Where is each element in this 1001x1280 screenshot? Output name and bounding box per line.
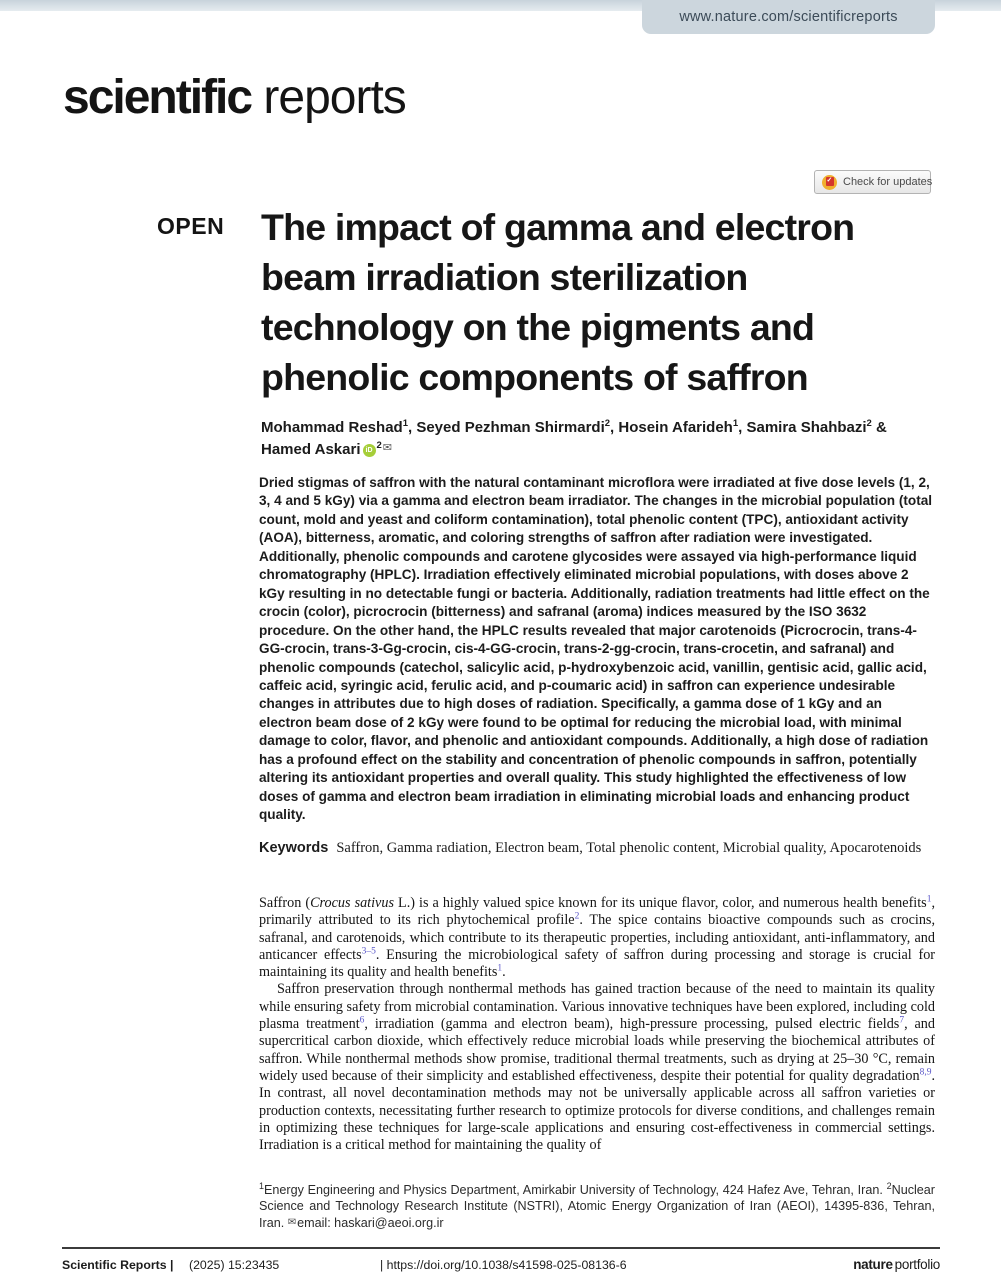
journal-logo [63,70,406,125]
introduction-section [259,895,935,1154]
article-title: The impact of gamma and electron beam irradiation sterilization technology on the pigments and phenolic components of saffron [261,206,855,398]
envelope-author-icon: ✉ [382,442,393,454]
logo-scientific: scientific [63,71,252,124]
nature-portfolio-logo [853,1257,940,1272]
reference-link[interactable]: 3–5 [361,946,376,957]
footer-divider [62,1247,940,1249]
keywords-text: Saffron, Gamma radiation, Electron beam, Total phenolic content, Microbial quality, Apocarotenoids [336,840,922,856]
check-for-updates-label: Check for updates [843,176,933,188]
crossmark-icon [822,175,837,190]
footer-doi-link[interactable]: | https://doi.org/10.1038/s41598-025-08136-6 [380,1258,627,1272]
body-paragraph: Saffron (Crocus sativus L.) is a highly valued spice known for its unique flavor, color, and numerous health benefits$^1$, primarily attributed to its rich phytochemical profile$^2$. The spice contains bioactive compounds such as crocins, safranal, and carotenoids, which contribute to its therapeutic properties, including antioxidant, anti-inflammatory, and anticancer effects$^{3-5}$. Ensuring the microbiological safety of saffron during processing and storage is crucial for maintaining its quality and health benefits$^1$. [259,894,936,981]
brand-portfolio: portfolio [894,1257,940,1272]
footer-citation: (2025) 15:23435 [189,1258,280,1272]
reference-link[interactable]: 8,9 [919,1067,932,1078]
keywords-block [259,839,935,859]
crossmark-bookmark [826,177,834,186]
reference-link[interactable]: 7 [899,1015,905,1026]
reference-link[interactable]: 6 [359,1015,365,1026]
logo-reports: reports [251,71,406,124]
check-for-updates-button[interactable] [814,170,931,194]
journal-url-banner [642,0,935,34]
page-footer [62,1258,940,1278]
keywords-label: Keywords [259,840,329,856]
open-access-label: OPEN [157,213,225,239]
reference-link[interactable]: 2 [574,911,580,922]
reference-link[interactable]: 1 [497,963,503,974]
journal-url[interactable]: www.nature.com/scientificreports [679,9,898,25]
orcid-icon: iD [363,444,376,457]
abstract-text: Dried stigmas of saffron with the natural contaminant microflora were irradiated at five dose levels (1, 2, 3, 4 and 5 kGy) via a gamma and electron beam irradiator. The changes in the microbial population (total count, mold and yeast and coliform contamination), total phenolic content (TPC), antioxidant activity (AOA), bitterness, aromatic, and coloring strengths of saffron after radiation were investigated. Additionally, phenolic compounds and carotene glycosides were assayed via high-performance liquid chromatography (HPLC). Irradiation effectively eliminated microbial populations, with doses above 2 kGy resulting in no detectable fungi or bacteria. Additionally, radiation treatments had little effect on the crocin (color), picrocrocin (bitterness) and safranal (aroma) indices measured by the ISO 3632 procedure. On the other hand, the HPLC results revealed that major carotenoids (Picrocrocin, trans-4-GG-crocin, trans-3-Gg-crocin, cis-4-GG-crocin, trans-2-gg-crocin, trans-crocetin, and safranal) and phenolic compounds (catechol, salicylic acid, p-hydroxybenzoic acid, vanillin, gentisic acid, gallic acid, caffeic acid, syringic acid, ferulic acid, and p-coumaric acid) in saffron can experience undesirable changes in attributes due to high doses of radiation. Specifically, a gamma dose of 1 kGy and an electron beam dose of 2 kGy were found to be optimal for reducing the microbial load, with minimal damage to color, flavor, and phenolic and antioxidant compounds. Additionally, a high dose of radiation has a profound effect on the stability and concentration of phenolic compounds in saffron, potentially altering its antioxidant properties and overall quality. This study highlighted the effectiveness of low doses of gamma and electron beam irradiation in eliminating microbial loads and enhancing product quality. [259,475,933,823]
affiliations-footnote: $^1$Energy Engineering and Physics Department, Amirkabir University of Technology, 424 Hafez Ave, Tehran, Iran. $^2$Nuclear Science and Technology Research Institute (NSTRI), Atomic Energy Organization of Iran (AEOI), 14395-836, Tehran, Iran. ✉email: haskari@aeoi.org.ir [259,1180,935,1230]
footer-journal-name: Scientific Reports | [62,1258,174,1272]
body-paragraph: Saffron preservation through nonthermal methods has gained traction because of the need to maintain its quality while ensuring safety from microbial contamination. Various innovative techniques have been explored, including cold plasma treatment$^6$, irradiation (gamma and electron beam), high-pressure processing, pulsed electric fields$^7$, and supercritical carbon dioxide, which effectively reduce microbial loads while preserving the biochemical attributes of saffron. While nonthermal methods show promise, traditional thermal treatments, such as drying at 25–30 °C, remain widely used because of their simplicity and established effectiveness, despite their potential for quality degradation$^{8,9}$. In contrast, all novel decontamination methods may not be universally applicable across all saffron varieties or production contexts, necessitating further research to optimize protocols for diverse conditions, and challenges remain in optimizing these techniques for large-scale applications and ensuring cost-effectiveness in commercial settings. Irradiation is a critical method for maintaining the quality of [259,981,935,1154]
author-list: Mohammad Reshad$^1$, Seyed Pezhman Shirmardi$^2$, Hosein Afarideh$^1$, Samira Shahbazi$^2$ & Hamed Askari iD $^{2✉}$ [261,418,887,458]
reference-link[interactable]: 1 [926,894,932,905]
envelope-affil-icon: ✉ [287,1216,297,1228]
brand-nature: nature [853,1257,893,1272]
